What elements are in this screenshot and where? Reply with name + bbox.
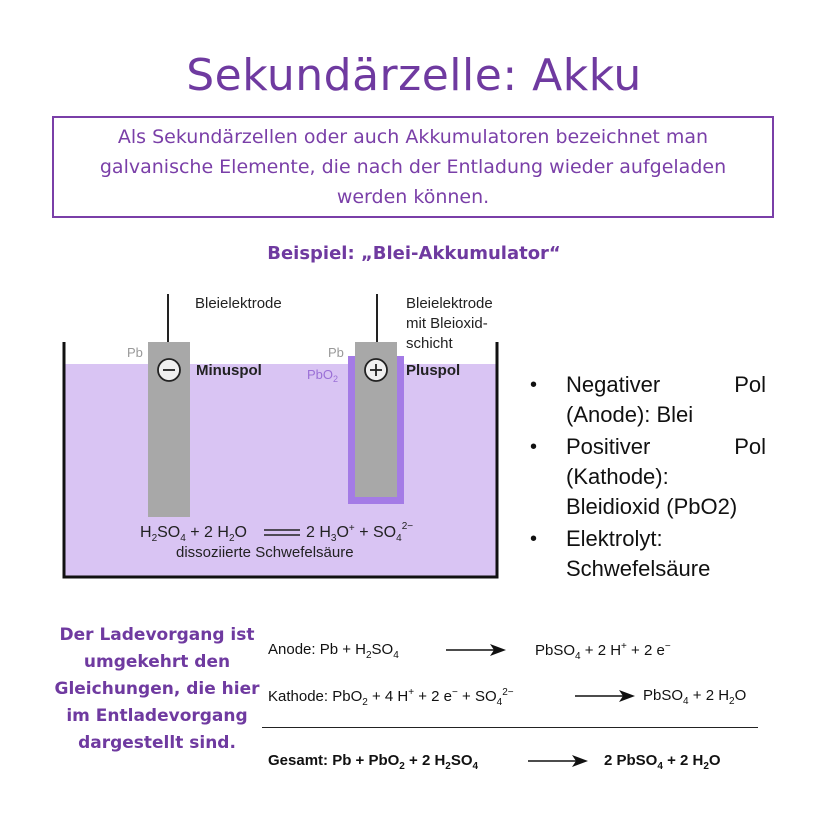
gesamt-equation-left: Gesamt: Pb + PbO$_2$ + 2 $H_2SO_4$	[268, 752, 479, 772]
pbo2-label: PbO$_2$	[307, 367, 339, 384]
kathode-arrow-icon	[575, 689, 637, 703]
left-electrode-label: Bleielektrode	[195, 295, 282, 312]
minuspol-label: Minuspol	[196, 362, 262, 379]
right-electrode-label-3: schicht	[406, 335, 453, 352]
gesamt-equation-right: 2 PbSO$_4$ + 2 $H_2O$	[604, 752, 721, 772]
definition-text: Als Sekundärzellen oder auch Akkumulatoren bezeichnet man galvanische Elemente, die nach der Entladung wieder aufgeladen werden können.	[99, 126, 727, 208]
kathode-equation-left: Kathode: PbO$_2$ + 4 H+ + 2 $e^- + SO_4^{2-}$	[268, 687, 514, 708]
definition-box	[52, 116, 774, 218]
anode-equation-left: Anode: $Pb + H_2SO_4$	[268, 641, 399, 661]
sum-divider	[262, 727, 758, 728]
anode-equation-right: PbSO$_4$ + 2 H+ + 2 e−	[535, 641, 671, 662]
electrode-facts	[530, 370, 766, 586]
page-title: Sekundärzelle: Akku	[186, 50, 642, 101]
right-electrode-label-1: Bleielektrode	[406, 295, 493, 312]
bullet-elektrolyt: • Elektrolyt: Schwefelsäure	[530, 524, 766, 584]
electrolyte-products: 2 $H_3O^+ + SO_4^{2-}$	[306, 521, 414, 544]
pb-right: Pb	[328, 345, 344, 360]
kathode-equation-right: PbSO$_4$ + 2 $H_2O$	[643, 687, 747, 707]
charging-note: Der Ladevorgang ist umgekehrt den Gleichungen, die hier im Entladevorgang dargestellt sind.	[54, 625, 260, 753]
right-electrode-label-2: mit Bleioxid-	[406, 315, 488, 332]
example-heading: Beispiel: „Blei-Akkumulator“	[267, 243, 561, 264]
pluspol-label: Pluspol	[406, 362, 461, 379]
bullet-anode: • Negativer Pol (Anode): Blei	[530, 370, 766, 430]
electrolyte-caption: dissoziierte Schwefelsäure	[176, 544, 354, 561]
pb-left: Pb	[127, 345, 143, 360]
anode-arrow-icon	[446, 643, 508, 657]
gesamt-arrow-icon	[528, 754, 590, 768]
bullet-kathode: • Positiver Pol (Kathode): Bleidioxid (PbO2)	[530, 432, 766, 522]
electrolyte-equation: $H_2SO_4 + 2$ $H_2O$	[140, 524, 247, 544]
